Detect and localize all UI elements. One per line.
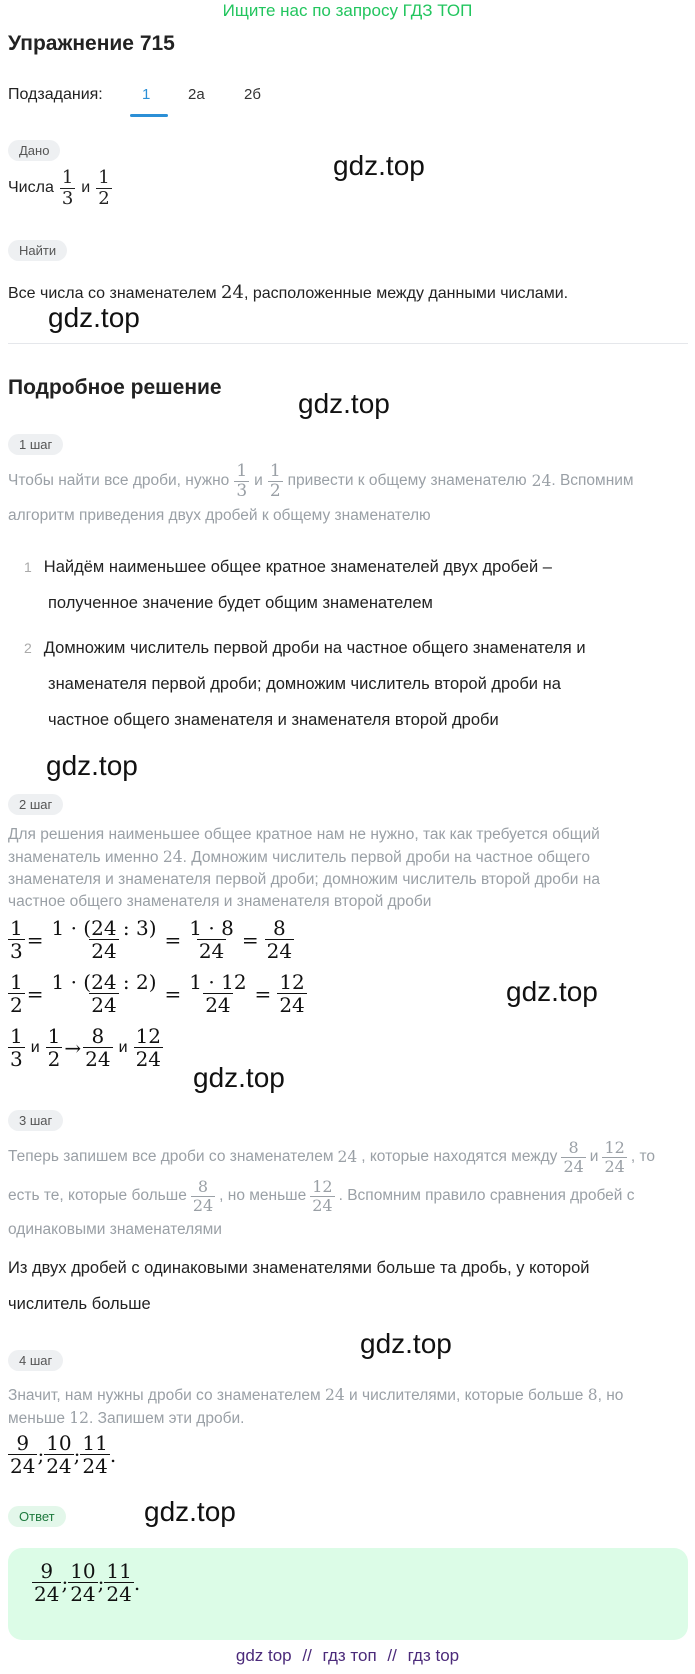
tab-2a[interactable]: 2а: [188, 86, 205, 103]
step3-line1: Теперь запишем все дроби со знаменателем 24 , которые находятся между $\frac{8}{24}$ и $\frac{12}{24}$ , то: [8, 1138, 655, 1176]
watermark: gdz.top: [46, 750, 138, 781]
find-text: Все числа со знаменателем 24, расположенные между данными числами.: [8, 282, 569, 303]
step4-fractions: $\frac{9}{24}$ ; $\frac{10}{24}$ ; $\frac{11}{24}$ .: [10, 1431, 117, 1478]
equation-3: $\frac{1}{3}$ и $\frac{1}{2}$ → $\frac{8}{24}$ и $\frac{12}{24}$: [10, 1024, 162, 1071]
find-pill: Найти: [8, 240, 67, 261]
footer-links: [0, 1646, 695, 1666]
given-and: и: [81, 179, 91, 197]
watermark: gdz.top: [333, 150, 425, 181]
answer-pill-wrap: [8, 1506, 66, 1527]
step2-text: Для решения наименьшее общее кратное нам не нужно, так как требуется общий знаменатель именно 24. Домножим числитель первой дроби на частное общего знаменателя и знаменателя первой дроби; домножим числитель второй дроби на частное общего знаменателя и знаменателя второй дроби: [8, 826, 600, 910]
watermark: gdz.top: [144, 1496, 236, 1527]
given-frac-2: $\frac{1}{2}$: [98, 167, 110, 209]
step3-pill: 3 шаг: [8, 1110, 63, 1131]
equation-2: $\frac{1}{2}$ = $\frac{1 \cdot (24 : 2)}{24}$ = $\frac{1 \cdot 12}{24}$ = $\frac{12}{24}$: [10, 970, 305, 1017]
given-numbers: [8, 168, 112, 209]
watermark: gdz.top: [506, 976, 598, 1007]
step4-pill-wrap: [8, 1350, 63, 1371]
given-pill: Дано: [8, 140, 60, 161]
footer-separator: //: [387, 1646, 397, 1665]
step3-line3: одинаковыми знаменателями: [8, 1221, 222, 1238]
step1-list-item-2: 2 Домножим числитель первой дроби на частное общего знаменателя и знаменателя первой дроби; домножим числитель второй дроби на частное общего знаменателя и знаменателя второй дроби: [24, 639, 586, 729]
step3-rule: Из двух дробей с одинаковыми знаменателями больше та дробь, у которой числитель больше: [8, 1259, 590, 1313]
answer-pill: Ответ: [8, 1506, 66, 1527]
tab-1[interactable]: 1: [142, 86, 151, 103]
given-prefix: Числа: [8, 179, 54, 197]
watermark: gdz.top: [360, 1328, 452, 1359]
step3-line2: есть те, которые больше $\frac{8}{24}$ , но меньше $\frac{12}{24}$ . Вспомним правило сравнения дробей с: [8, 1177, 635, 1215]
page-title: Упражнение 715: [8, 32, 175, 55]
step1-intro-line2: алгоритм приведения двух дробей к общему знаменателю: [8, 507, 431, 524]
equation-1: $\frac{1}{3}$ = $\frac{1 \cdot (24 : 3)}{24}$ = $\frac{1 \cdot 8}{24}$ = $\frac{8}{24}$: [10, 916, 293, 963]
footer-separator: //: [302, 1646, 312, 1665]
watermark: gdz.top: [298, 388, 390, 419]
subtasks-label: Подзадания:: [8, 86, 103, 103]
step1-pill: 1 шаг: [8, 434, 63, 455]
solution-title: Подробное решение: [8, 376, 222, 399]
top-banner[interactable]: Ищите нас по запросу ГДЗ ТОП: [222, 1, 473, 20]
given-frac-1: $\frac{1}{3}$: [61, 167, 74, 209]
footer-link-gdz-top-ru[interactable]: гдз топ: [322, 1646, 377, 1665]
footer-link-gdz-top-mixed[interactable]: гдз top: [407, 1646, 460, 1665]
step4-pill: 4 шаг: [8, 1350, 63, 1371]
step3-pill-wrap: [8, 1110, 63, 1131]
tab-2b[interactable]: 2б: [244, 86, 261, 103]
step2-pill-wrap: [8, 794, 63, 815]
answer-fractions: $\frac{9}{24}$ ; $\frac{10}{24}$ ; $\frac{11}{24}$ .: [34, 1559, 141, 1606]
step1-list-item-1: 1 Найдём наименьшее общее кратное знаменателей двух дробей – полученное значение будет общим знаменателем: [24, 558, 552, 612]
step1-frac-1: $\frac{1}{3}$: [236, 461, 248, 501]
step1-pill-wrap: [8, 434, 63, 455]
active-tab-indicator: [130, 114, 168, 117]
footer-link-gdz-top[interactable]: gdz top: [235, 1646, 292, 1665]
divider: [8, 343, 688, 344]
step4-text: Значит, нам нужны дроби со знаменателем 24 и числителями, которые больше 8, но меньше 12. Запишем эти дроби.: [8, 1386, 624, 1427]
watermark: gdz.top: [48, 302, 140, 333]
step2-pill: 2 шаг: [8, 794, 63, 815]
given-section: [8, 140, 60, 161]
watermark: gdz.top: [193, 1062, 285, 1093]
find-section: [8, 240, 67, 261]
step1-frac-2: $\frac{1}{2}$: [269, 461, 281, 501]
step1-intro: Чтобы найти все дроби, нужно $\frac{1}{3}$ и $\frac{1}{2}$ привести к общему знаменателю 24 . Вспомним: [8, 461, 634, 501]
